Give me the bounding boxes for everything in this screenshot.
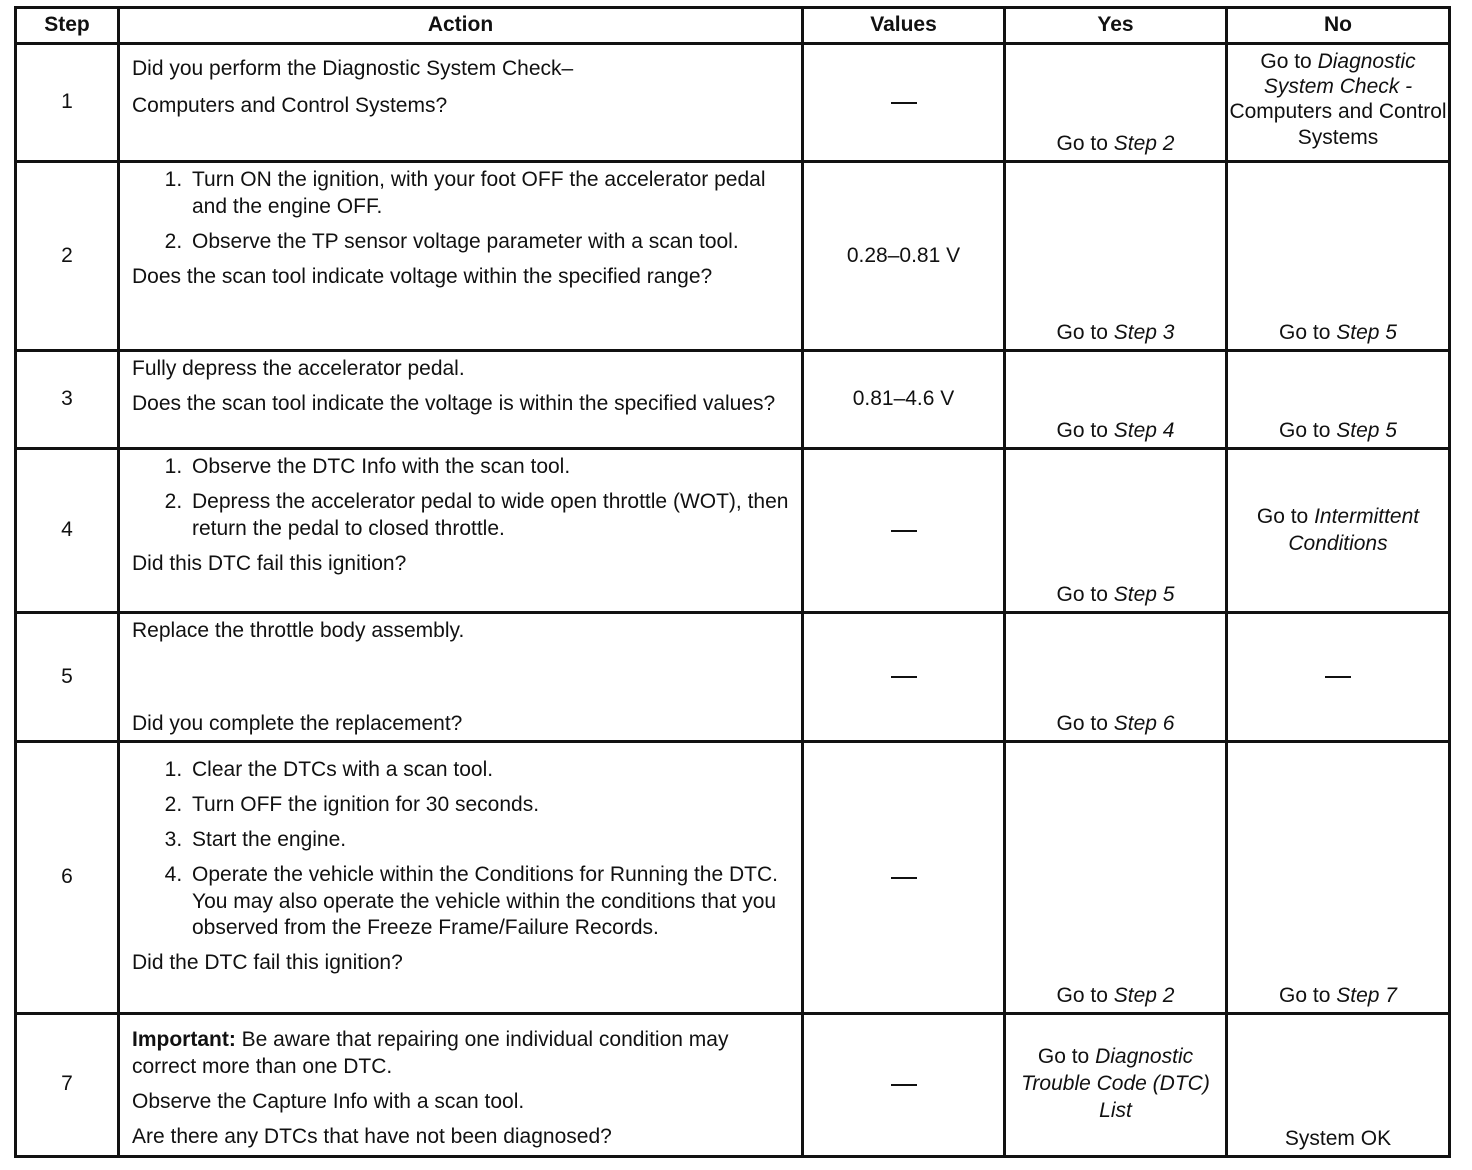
dash-mark (891, 102, 917, 104)
action-steps: 1. Observe the DTC Info with the scan tool. 2. Depress the accelerator pedal to wide open throttle (WOT), then return the pedal to closed throttle. (132, 454, 791, 543)
value-cell (803, 44, 1005, 162)
step-number: 3 (16, 351, 119, 449)
action-instruction: Replace the throttle body assembly. (132, 619, 465, 642)
yes-cell[interactable]: Go to Step 2 (1005, 742, 1227, 1014)
header-action: Action (119, 8, 803, 44)
yes-cell[interactable]: Go to Step 5 (1005, 449, 1227, 613)
action-cell (119, 449, 803, 613)
no-cell[interactable]: Go to Step 5 (1227, 351, 1450, 449)
yes-cell[interactable]: Go to Diagnostic Trouble Code (DTC) List (1005, 1014, 1227, 1157)
table-row (16, 449, 1450, 613)
value-cell: 0.28–0.81 V (803, 162, 1005, 351)
yes-cell[interactable]: Go to Step 6 (1005, 613, 1227, 742)
no-cell[interactable]: Go to Step 5 (1227, 162, 1450, 351)
action-cell (119, 44, 803, 162)
action-question: Does the scan tool indicate voltage within the specified range? (132, 264, 713, 288)
step-number: 4 (16, 449, 119, 613)
no-cell[interactable]: Go to Diagnostic System Check - Computers and Control Systems (1227, 44, 1450, 162)
step-number: 5 (16, 613, 119, 742)
header-values: Values (803, 8, 1005, 44)
dash-mark (1325, 676, 1351, 678)
action-cell (119, 742, 803, 1014)
table-row (16, 162, 1450, 351)
yes-cell[interactable]: Go to Step 3 (1005, 162, 1227, 351)
value-cell (803, 1014, 1005, 1157)
table-row (16, 1014, 1450, 1157)
header-step: Step (16, 8, 119, 44)
action-cell (119, 613, 803, 742)
action-cell (119, 1014, 803, 1157)
important-note: Important: Be aware that repairing one individual condition may correct more than one DTC. (132, 1028, 729, 1078)
action-question: Are there any DTCs that have not been diagnosed? (132, 1124, 612, 1148)
action-steps: 1. Turn ON the ignition, with your foot OFF the accelerator pedal and the engine OFF. 2. Observe the TP sensor voltage parameter with a scan tool. (132, 167, 791, 256)
step-number: 1 (16, 44, 119, 162)
table-row (16, 351, 1450, 449)
action-question: Did you complete the replacement? (132, 712, 463, 736)
value-cell (803, 613, 1005, 742)
value-cell (803, 449, 1005, 613)
table-row (16, 742, 1450, 1014)
header-no: No (1227, 8, 1450, 44)
yes-cell[interactable]: Go to Step 2 (1005, 44, 1227, 162)
yes-cell[interactable]: Go to Step 4 (1005, 351, 1227, 449)
no-cell[interactable]: Go to Step 7 (1227, 742, 1450, 1014)
step-number: 7 (16, 1014, 119, 1157)
diagnostic-table (14, 6, 1451, 1158)
step-number: 6 (16, 742, 119, 1014)
value-cell (803, 742, 1005, 1014)
dash-mark (891, 877, 917, 879)
dash-mark (891, 676, 917, 678)
action-question: Did the DTC fail this ignition? (132, 951, 403, 975)
no-cell: System OK (1227, 1014, 1450, 1157)
table-row (16, 44, 1450, 162)
no-cell[interactable]: Go to Intermittent Conditions (1227, 449, 1450, 613)
action-steps: 1. Clear the DTCs with a scan tool. 2. Turn OFF the ignition for 30 seconds. 3. Start the engine. 4. Operate the vehicle within the Conditions for Running the DTC. You may also operate the vehicle within the conditions that you observed from the Freeze Frame/Failure Records. (132, 757, 791, 942)
dash-mark (891, 530, 917, 532)
table-row (16, 613, 1450, 742)
action-cell (119, 351, 803, 449)
action-question: Did this DTC fail this ignition? (132, 551, 407, 575)
action-instruction: Observe the Capture Info with a scan tool. (132, 1089, 525, 1113)
action-cell (119, 162, 803, 351)
step-number: 2 (16, 162, 119, 351)
dash-mark (891, 1084, 917, 1086)
header-yes: Yes (1005, 8, 1227, 44)
no-cell (1227, 613, 1450, 742)
action-question: Did you perform the Diagnostic System Check– Computers and Control Systems? (132, 57, 574, 117)
header-row (16, 8, 1450, 44)
value-cell: 0.81–4.6 V (803, 351, 1005, 449)
action-question: Does the scan tool indicate the voltage is within the specified values? (132, 391, 776, 415)
action-instruction: Fully depress the accelerator pedal. (132, 357, 465, 380)
